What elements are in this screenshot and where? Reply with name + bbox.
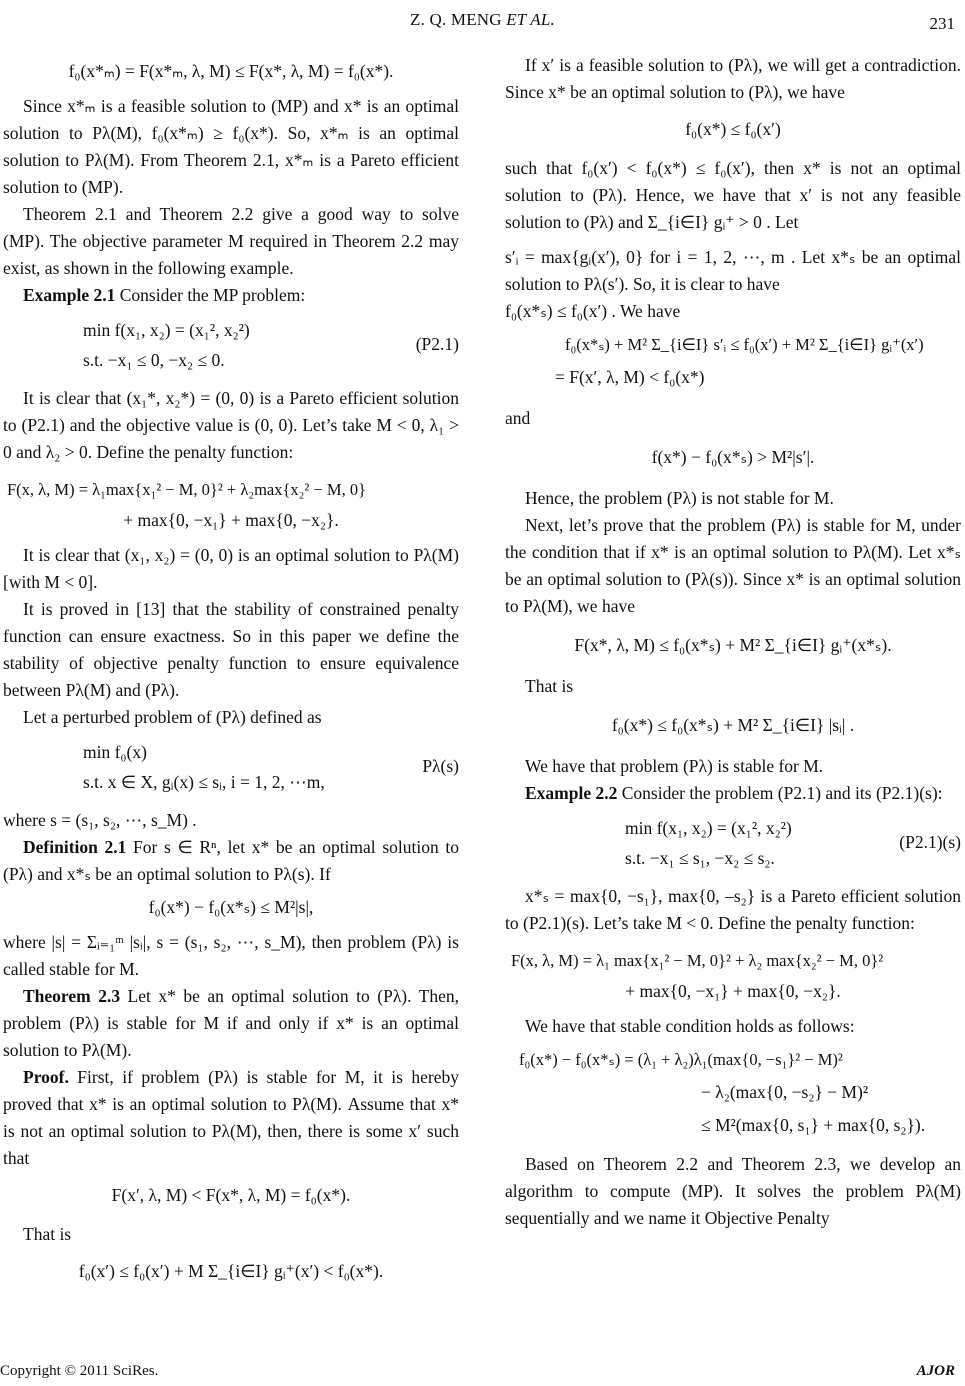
equation: − λ₂(max{0, −s₂} − M)² xyxy=(701,1082,869,1102)
equation: + max{0, −x₁} + max{0, −x₂}. xyxy=(625,981,841,1001)
equation: f₀(x*ₘ) = F(x*ₘ, λ, M) ≤ F(x*, λ, M) = f₀(x*). xyxy=(68,61,394,81)
equation: f₀(x*ₛ) + M² Σ_{i∈I} s′ᵢ ≤ f₀(x′) + M² Σ_{i∈I} gᵢ⁺(x′) xyxy=(565,335,924,354)
paragraph: Let a perturbed problem of (Pλ) defined as xyxy=(23,707,322,727)
paragraph: We have that problem (Pλ) is stable for M. xyxy=(525,756,824,776)
paragraph: where s = (s₁, s₂, ⋯, s_M) . xyxy=(3,810,197,830)
equation-line: min f(x₁, x₂) = (x₁², x₂²) xyxy=(83,320,250,340)
equation: + max{0, −x₁} + max{0, −x₂}. xyxy=(123,510,339,530)
equation: f₀(x′) ≤ f₀(x′) + M Σ_{i∈I} gᵢ⁺(x′) < f₀(x*). xyxy=(78,1261,384,1281)
equation: ≤ M²(max{0, s₁} + max{0, s₂}). xyxy=(701,1115,926,1135)
equation-tag: (P2.1) xyxy=(415,334,459,354)
definition-text: For s ∈ Rⁿ, let x* be an optimal solution to (Pλ) and x*ₛ be an optimal solution to Pλ(s). If xyxy=(3,837,459,884)
equation-tag: (P2.1)(s) xyxy=(899,832,961,852)
paragraph: If x′ is a feasible solution to (Pλ), we will get a contradiction. Since x* be an optimal solution to (Pλ), we have xyxy=(505,55,961,102)
example-text: Consider the MP problem: xyxy=(115,285,306,305)
paragraph: It is proved in [13] that the stability of constrained penalty function can ensure exactness. So in this paper we define the stability of objective penalty function to ensure equivalence between Pλ(M) and (Pλ). xyxy=(3,599,459,700)
equation-line: s.t. x ∈ X, gᵢ(x) ≤ sᵢ, i = 1, 2, ⋯m, xyxy=(83,772,325,792)
equation-line: min f(x₁, x₂) = (x₁², x₂²) xyxy=(625,818,792,838)
example-label: Example 2.1 xyxy=(23,285,116,305)
example-text: Consider the problem (P2.1) and its (P2.1)(s): xyxy=(617,783,943,803)
proof-label: Proof. xyxy=(23,1067,69,1087)
problem-p21s xyxy=(505,813,961,873)
equation: F(x, λ, M) = λ₁ max{x₁² − M, 0}² + λ₂ max{x₂² − M, 0}² xyxy=(511,951,884,970)
paragraph: That is xyxy=(23,1224,72,1244)
paragraph: We have that stable condition holds as follows: xyxy=(525,1016,855,1036)
equation: f(x*) − f₀(x*ₛ) > M²|s′|. xyxy=(651,447,815,467)
page-number: 231 xyxy=(929,14,955,33)
copyright-notice: Copyright © 2011 SciRes. xyxy=(0,1363,159,1379)
equation-line: s.t. −x₁ ≤ 0, −x₂ ≤ 0. xyxy=(83,350,225,370)
paragraph: where |s| = Σᵢ₌₁ᵐ |sᵢ|, s = (s₁, s₂, ⋯, s_M), then problem (Pλ) is called stable for M. xyxy=(3,932,459,979)
proof-paragraph xyxy=(3,1064,459,1172)
theorem-label: Theorem 2.3 xyxy=(23,986,121,1006)
equation-line: s.t. −x₁ ≤ s₁, −x₂ ≤ s₂. xyxy=(625,848,775,868)
problem-ps xyxy=(3,737,459,797)
paragraph: Since x*ₘ is a feasible solution to (MP) and x* is an optimal solution to Pλ(M), f₀(x*ₘ) ≥ f₀(x*). So, x*ₘ is an optimal solution to Pλ(M). From Theorem 2.1, x*ₘ is a Pareto efficient solution to (MP). xyxy=(3,96,459,197)
paragraph: It is clear that (x₁*, x₂*) = (0, 0) is a Pareto efficient solution to (P2.1) and the objective value is (0, 0). Let’s take M < 0, λ₁ > 0 and λ₂ > 0. Define the penalty function: xyxy=(3,388,459,462)
paragraph: It is clear that (x₁, x₂) = (0, 0) is an optimal solution to Pλ(M) [with M < 0]. xyxy=(3,545,459,592)
example-paragraph xyxy=(3,282,459,309)
paragraph: Based on Theorem 2.2 and Theorem 2.3, we develop an algorithm to compute (MP). It solves the problem Pλ(M) sequentially and we name it Objective Penalty xyxy=(505,1154,961,1228)
equation: f₀(x*) − f₀(x*ₛ) = (λ₁ + λ₂)λ₁(max{0, −s₁}² − M)² xyxy=(519,1050,843,1069)
equation: F(x′, λ, M) < F(x*, λ, M) = f₀(x*). xyxy=(111,1185,351,1205)
paragraph: and xyxy=(505,408,531,428)
left-column xyxy=(3,52,459,1293)
equation: F(x, λ, M) = λ₁max{x₁² − M, 0}² + λ₂max{x₂² − M, 0} xyxy=(7,480,366,499)
definition-paragraph xyxy=(3,834,459,888)
paragraph: Hence, the problem (Pλ) is not stable for M. xyxy=(525,488,834,508)
authors-text: Z. Q. MENG xyxy=(410,10,502,29)
et-al-text: ET AL. xyxy=(506,10,555,29)
paragraph: x*ₛ = max{0, −s₁}, max{0, –s₂} is a Pareto efficient solution to (P2.1)(s). Let’s take M < 0. Define the penalty function: xyxy=(505,886,961,933)
paragraph: That is xyxy=(525,676,574,696)
equation-line: min f₀(x) xyxy=(83,742,147,762)
example-label: Example 2.2 xyxy=(525,783,618,803)
definition-label: Definition 2.1 xyxy=(23,837,127,857)
equation: f₀(x*) − f₀(x*ₛ) ≤ M²|s|, xyxy=(148,897,314,917)
paragraph: Next, let’s prove that the problem (Pλ) is stable for M, under the condition that if x* is an optimal solution to Pλ(M). Let x*ₛ be an optimal solution to (Pλ(s)). Since x* is an optimal solution to Pλ(M), we have xyxy=(505,515,961,616)
equation: F(x*, λ, M) ≤ f₀(x*ₛ) + M² Σ_{i∈I} gᵢ⁺(x*ₛ). xyxy=(574,635,892,655)
theorem-paragraph xyxy=(3,983,459,1064)
right-column xyxy=(505,52,961,1232)
journal-abbreviation: AJOR xyxy=(916,1363,955,1379)
equation: f₀(x*) ≤ f₀(x*ₛ) + M² Σ_{i∈I} |sᵢ| . xyxy=(611,715,855,735)
equation-tag: Pλ(s) xyxy=(422,756,459,776)
equation: = F(x′, λ, M) < f₀(x*) xyxy=(555,367,705,387)
paragraph: s′ᵢ = max{gᵢ(x′), 0} for i = 1, 2, ⋯, m . Let x*ₛ be an optimal solution to Pλ(s′). So, it is clear to have xyxy=(505,247,961,294)
paragraph: Theorem 2.1 and Theorem 2.2 give a good way to solve (MP). The objective parameter M required in Theorem 2.2 may exist, as shown in the following example. xyxy=(3,204,459,278)
example-paragraph xyxy=(505,780,961,807)
proof-text: First, if problem (Pλ) is stable for M, it is hereby proved that x* is an optimal solution to Pλ(M). Assume that x* is not an optimal solution to Pλ(M), then, there is some x′ such that xyxy=(3,1067,459,1168)
theorem-text: Let x* be an optimal solution to (Pλ). Then, problem (Pλ) is stable for M if and only if x* is an optimal solution to Pλ(M). xyxy=(3,986,460,1060)
running-header-authors xyxy=(0,6,965,33)
page-footer xyxy=(0,1358,965,1382)
problem-p21 xyxy=(3,315,459,375)
paragraph: f₀(x*ₛ) ≤ f₀(x′) . We have xyxy=(505,301,681,321)
paragraph: such that f₀(x′) < f₀(x*) ≤ f₀(x′), then x* is not an optimal solution to (Pλ). Hence, we have that x′ is not any feasible solution to (Pλ) and Σ_{i∈I} gᵢ⁺ > 0 . Let xyxy=(505,158,961,232)
running-header xyxy=(0,4,965,34)
equation: f₀(x*) ≤ f₀(x′) xyxy=(685,119,781,139)
